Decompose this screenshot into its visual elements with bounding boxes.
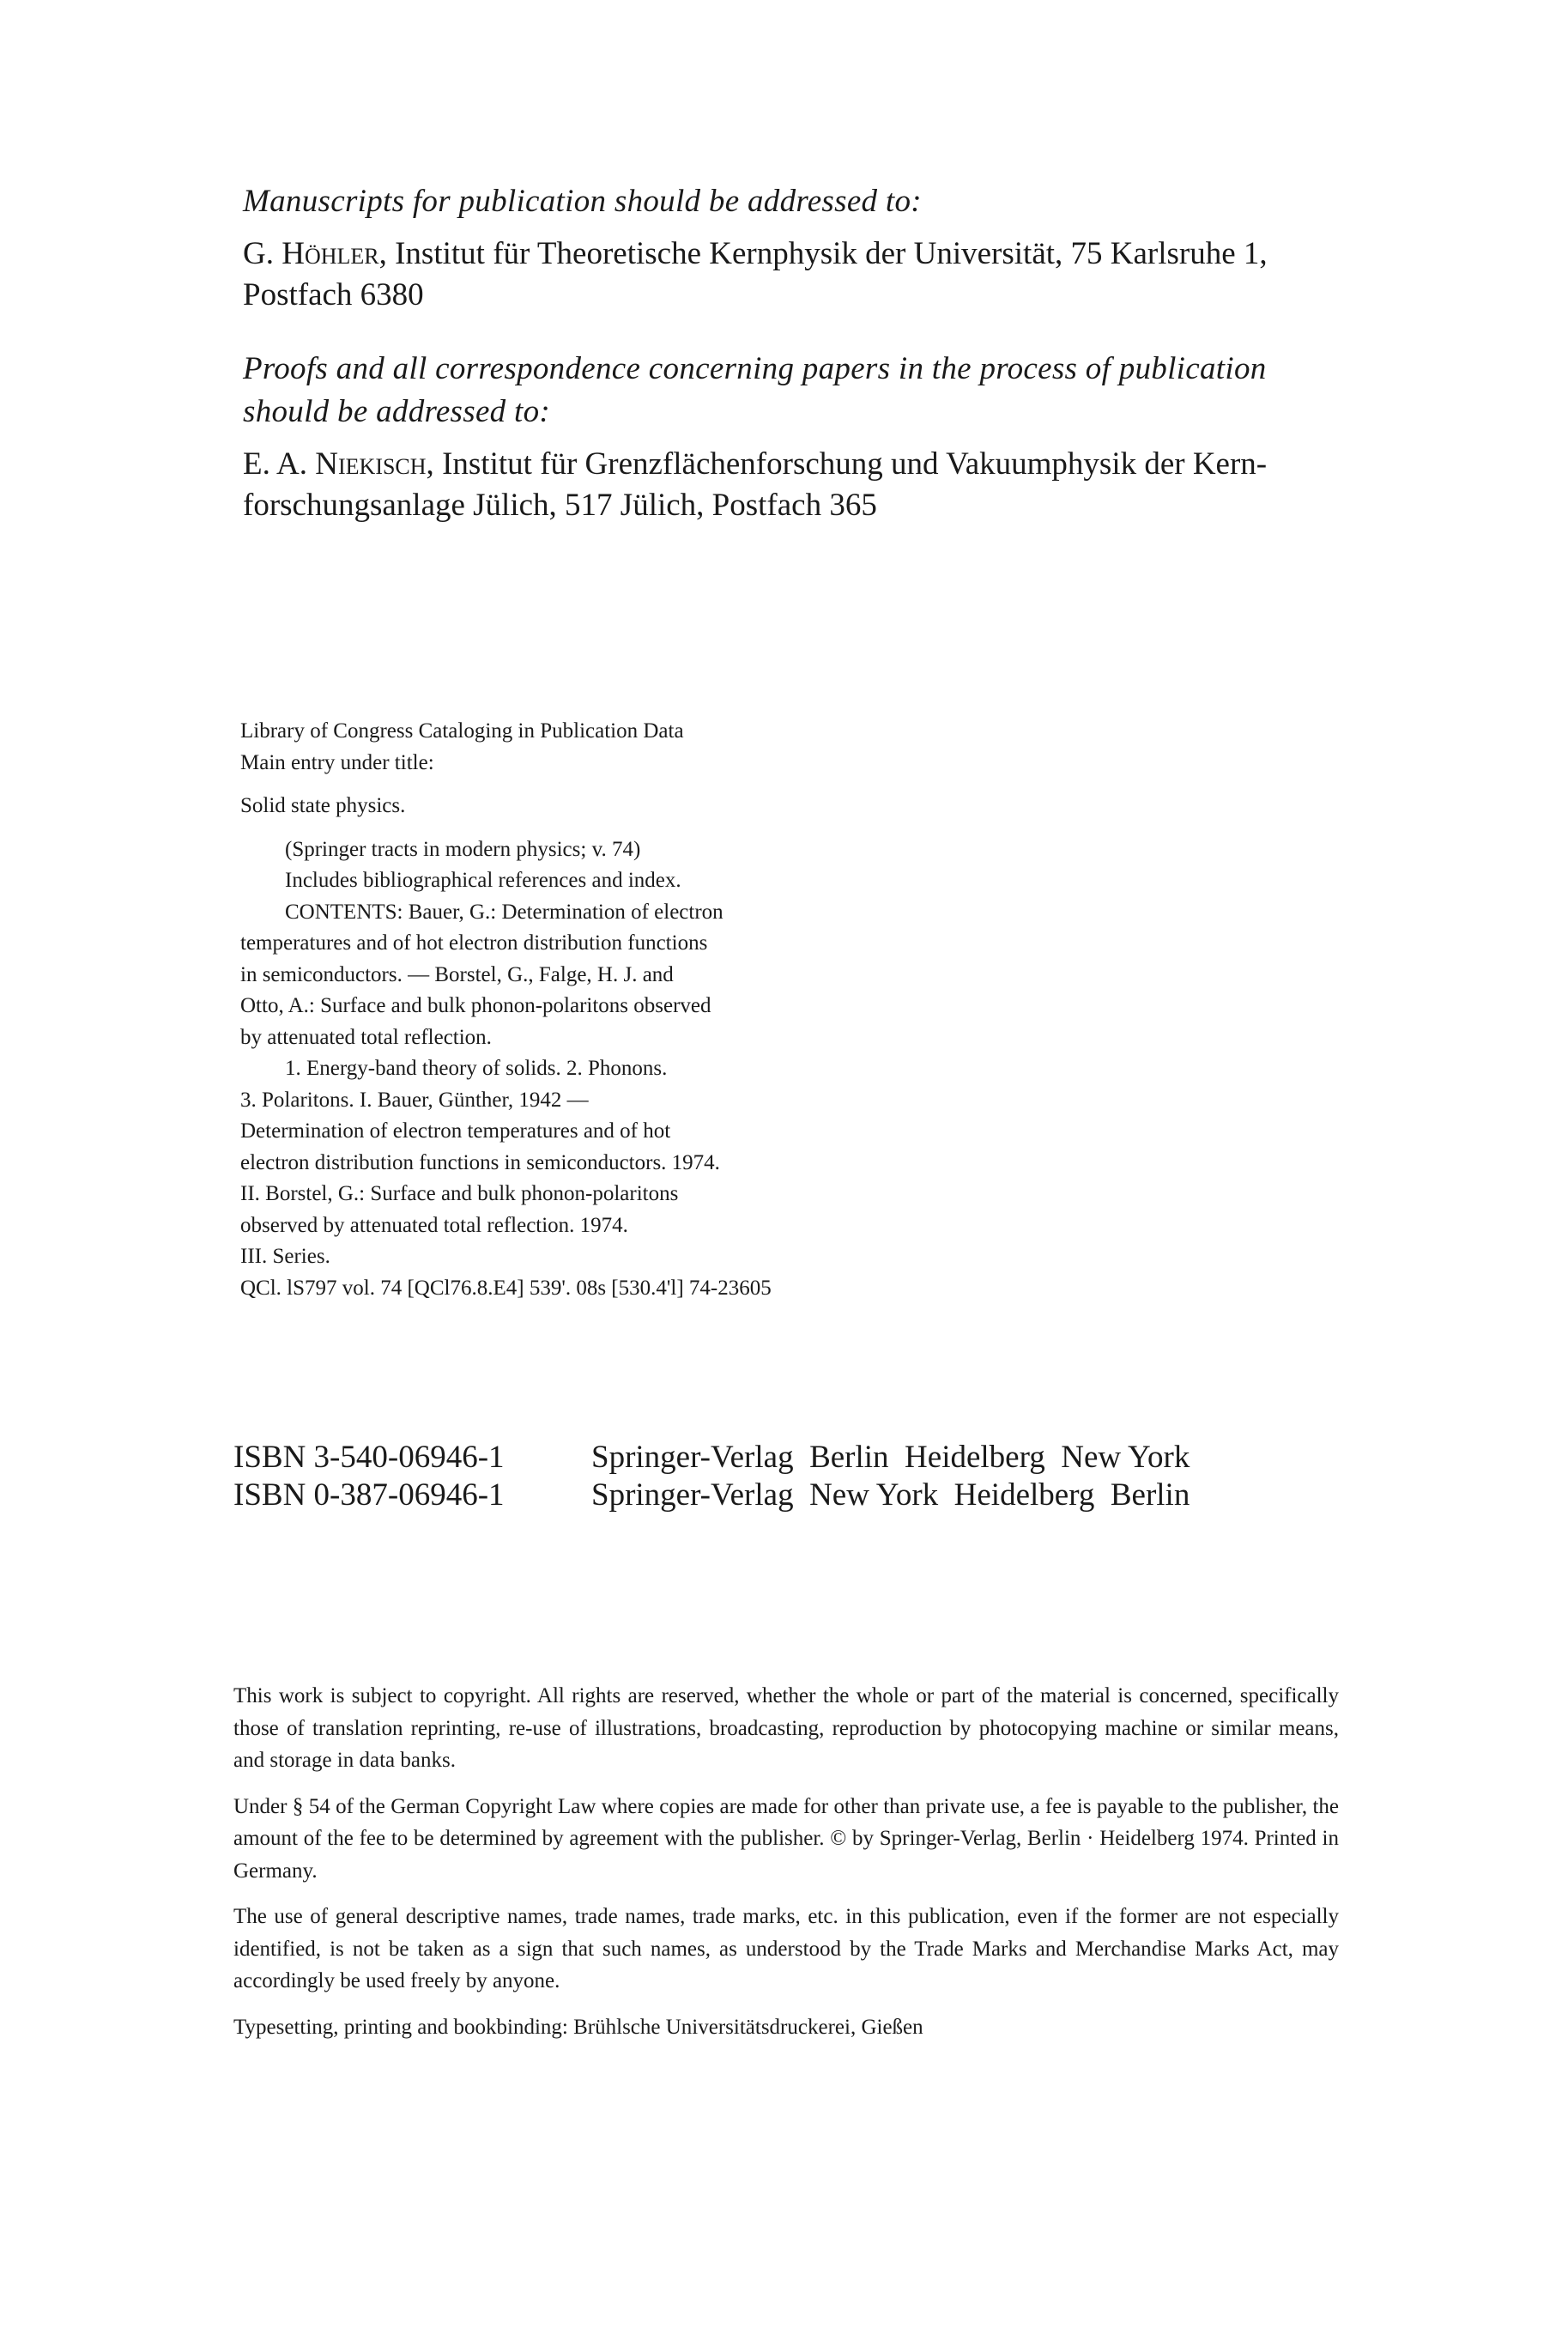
isbn-row <box>233 1477 1349 1514</box>
cataloging-subject-line: Determination of electron temperatures and of hot <box>240 1119 671 1143</box>
isbn-number: ISBN 3-540-06946-1 <box>233 1440 505 1475</box>
manuscripts-address <box>243 233 1359 316</box>
isbn-publisher: Springer-Verlag Berlin Heidelberg New York <box>591 1440 1190 1475</box>
proofs-address-line1: Institut für Grenzflächenforschung und Vakuumphysik der Kern- <box>433 446 1268 482</box>
isbn-row <box>233 1439 1349 1477</box>
cataloging-subject-line: electron distribution functions in semiconductors. 1974. <box>240 1150 720 1174</box>
isbn-block <box>233 1439 1349 1514</box>
proofs-address-line2: forschungsanlage Jülich, 517 Jülich, Postfach 365 <box>243 488 877 523</box>
cataloging-title: Solid state physics. <box>240 794 406 817</box>
printer-credit: Typesetting, printing and bookbinding: Brühlsche Universitätsdruckerei, Gießen <box>233 2015 923 2039</box>
manuscripts-section <box>243 180 1359 316</box>
cataloging-contents-line: CONTENTS: Bauer, G.: Determination of electron <box>285 900 723 924</box>
cataloging-call-number: QCl. lS797 vol. 74 [QCl76.8.E4] 539'. 08s [530.4'l] 74-23605 <box>240 1276 772 1300</box>
proofs-editor-name: E. A. Niekisch, <box>243 446 434 482</box>
proofs-heading <box>243 348 1359 434</box>
proofs-section <box>243 348 1359 526</box>
manuscripts-editor-name: G. Höhler, <box>243 236 387 271</box>
isbn-publisher: Springer-Verlag New York Heidelberg Berlin <box>591 1477 1190 1513</box>
proofs-heading-line1: Proofs and all correspondence concerning papers in the process of publication <box>243 351 1267 386</box>
manuscripts-address-line2: Postfach 6380 <box>243 277 424 312</box>
cataloging-subject-line: III. Series. <box>240 1245 330 1268</box>
cataloging-line1: Library of Congress Cataloging in Publication Data <box>240 719 684 743</box>
cataloging-includes: Includes bibliographical references and index. <box>285 869 681 892</box>
cataloging-contents-line: in semiconductors. — Borstel, G., Falge, H. J. and <box>240 962 674 986</box>
cataloging-contents-line: temperatures and of hot electron distribution functions <box>240 931 708 955</box>
isbn-number: ISBN 0-387-06946-1 <box>233 1477 505 1513</box>
cataloging-subject-line: 1. Energy-band theory of solids. 2. Phonons. <box>285 1057 668 1080</box>
copyright-fee-notice: Under § 54 of the German Copyright Law where copies are made for other than private use, a fee is payable to the publisher, the amount of the fee to be determined by agreement with the publisher. © by Springer-Verlag, Berlin · Heidelberg 1974. Printed in Germany. <box>233 1794 1339 1883</box>
cataloging-series: (Springer tracts in modern physics; v. 74) <box>285 837 641 861</box>
cataloging-line2: Main entry under title: <box>240 750 434 774</box>
cataloging-contents-line: Otto, A.: Surface and bulk phonon-polaritons observed <box>240 994 711 1017</box>
cataloging-subject-line: observed by attenuated total reflection. 1974. <box>240 1213 628 1237</box>
legal-notices <box>233 1680 1339 2057</box>
cataloging-contents-line: by attenuated total reflection. <box>240 1025 492 1049</box>
proofs-heading-line2: should be addressed to: <box>243 394 551 429</box>
proofs-address <box>243 444 1359 526</box>
trade-names-notice: The use of general descriptive names, trade names, trade marks, etc. in this publication, even if the former are not especially identified, is not be taken as a sign that such names, as understood by the Trade Marks and Merchandise Marks Act, may accordingly be used freely by anyone. <box>233 1905 1339 1992</box>
cataloging-subject-line: 3. Polaritons. I. Bauer, Günther, 1942 — <box>240 1088 589 1112</box>
manuscripts-address-line1: Institut für Theoretische Kernphysik der Universität, 75 Karlsruhe 1, <box>386 236 1268 271</box>
cataloging-data <box>240 716 1099 1304</box>
cataloging-subject-line: II. Borstel, G.: Surface and bulk phonon-polaritons <box>240 1182 679 1205</box>
copyright-notice: This work is subject to copyright. All rights are reserved, whether the whole or part of the material is concerned, specifically those of translation reprinting, re-use of illustrations, broadcasting, reproduction by photocopying machine or similar means, and storage in data banks. <box>233 1684 1339 1772</box>
manuscripts-heading: Manuscripts for publication should be addressed to: <box>243 184 922 219</box>
